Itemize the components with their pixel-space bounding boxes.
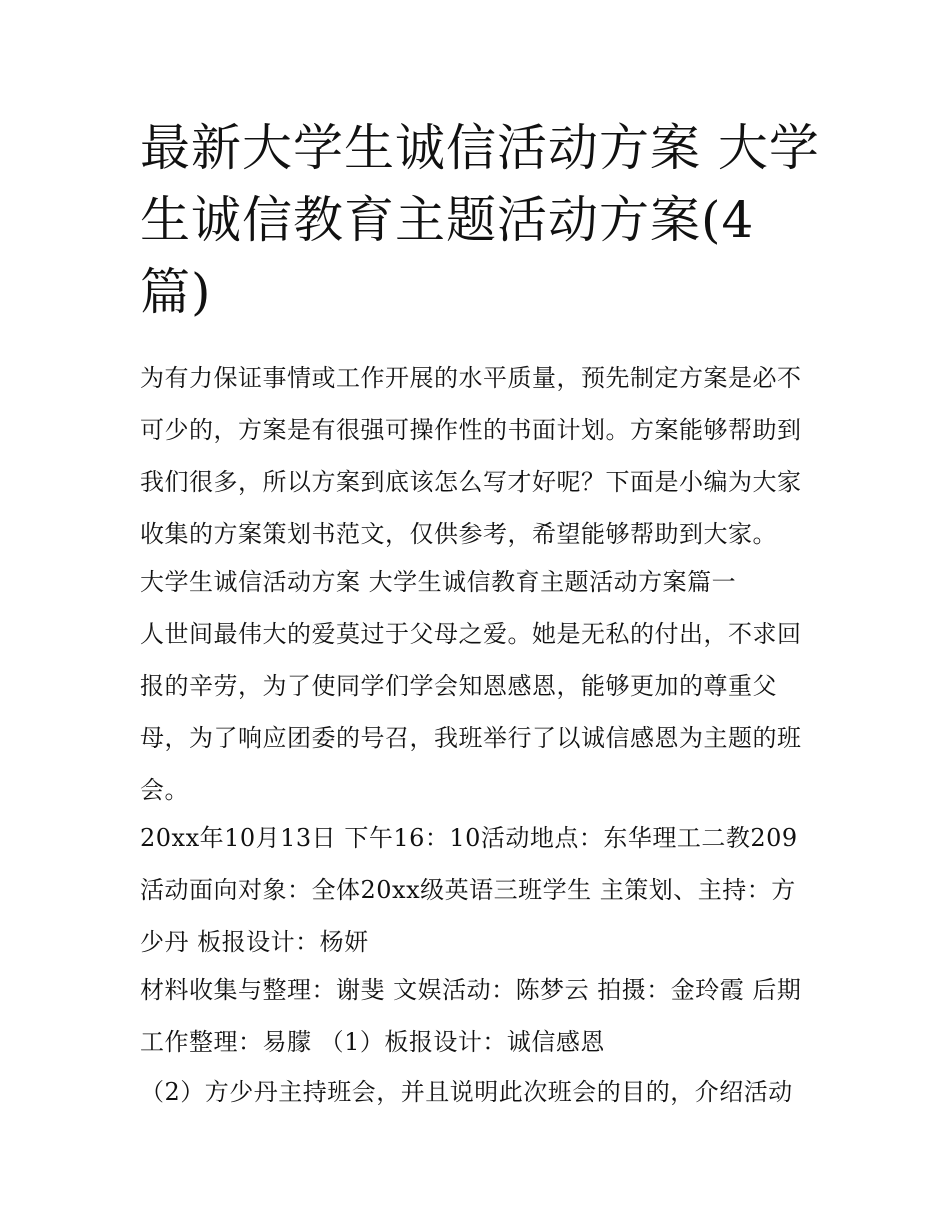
document-title: 最新大学生诚信活动方案 大学生诚信教育主题活动方案(4篇) [140,119,820,321]
body-paragraph-1: 人世间最伟大的爱莫过于父母之爱。她是无私的付出，不求回报的辛劳，为了使同学们学会知恩感恩，能够更加的尊重父母，为了响应团委的号召，我班举行了以诚信感恩为主题的班会。 [140,620,802,804]
body-paragraph-4: （2）方少丹主持班会，并且说明此次班会的目的，介绍活动 [140,1078,793,1106]
body-paragraph-3: 材料收集与整理：谢斐 文娱活动：陈梦云 拍摄：金玲霞 后期工作整理：易朦 （1）板报设计：诚信感恩 [140,976,802,1056]
body-paragraph-2: 20xx年10月13日 下午16：10活动地点：东华理工二教209活动面向对象：全体20xx级英语三班学生 主策划、主持：方少丹 板报设计：杨妍 [140,824,798,956]
intro-paragraph: 为有力保证事情或工作开展的水平质量，预先制定方案是必不可少的，方案是有很强可操作性的书面计划。方案能够帮助到我们很多，所以方案到底该怎么写才好呢？下面是小编为大家收集的方案策划书范文，仅供参考，希望能够帮助到大家。 [140,364,802,548]
section-heading: 大学生诚信活动方案 大学生诚信教育主题活动方案篇一 [140,568,737,596]
